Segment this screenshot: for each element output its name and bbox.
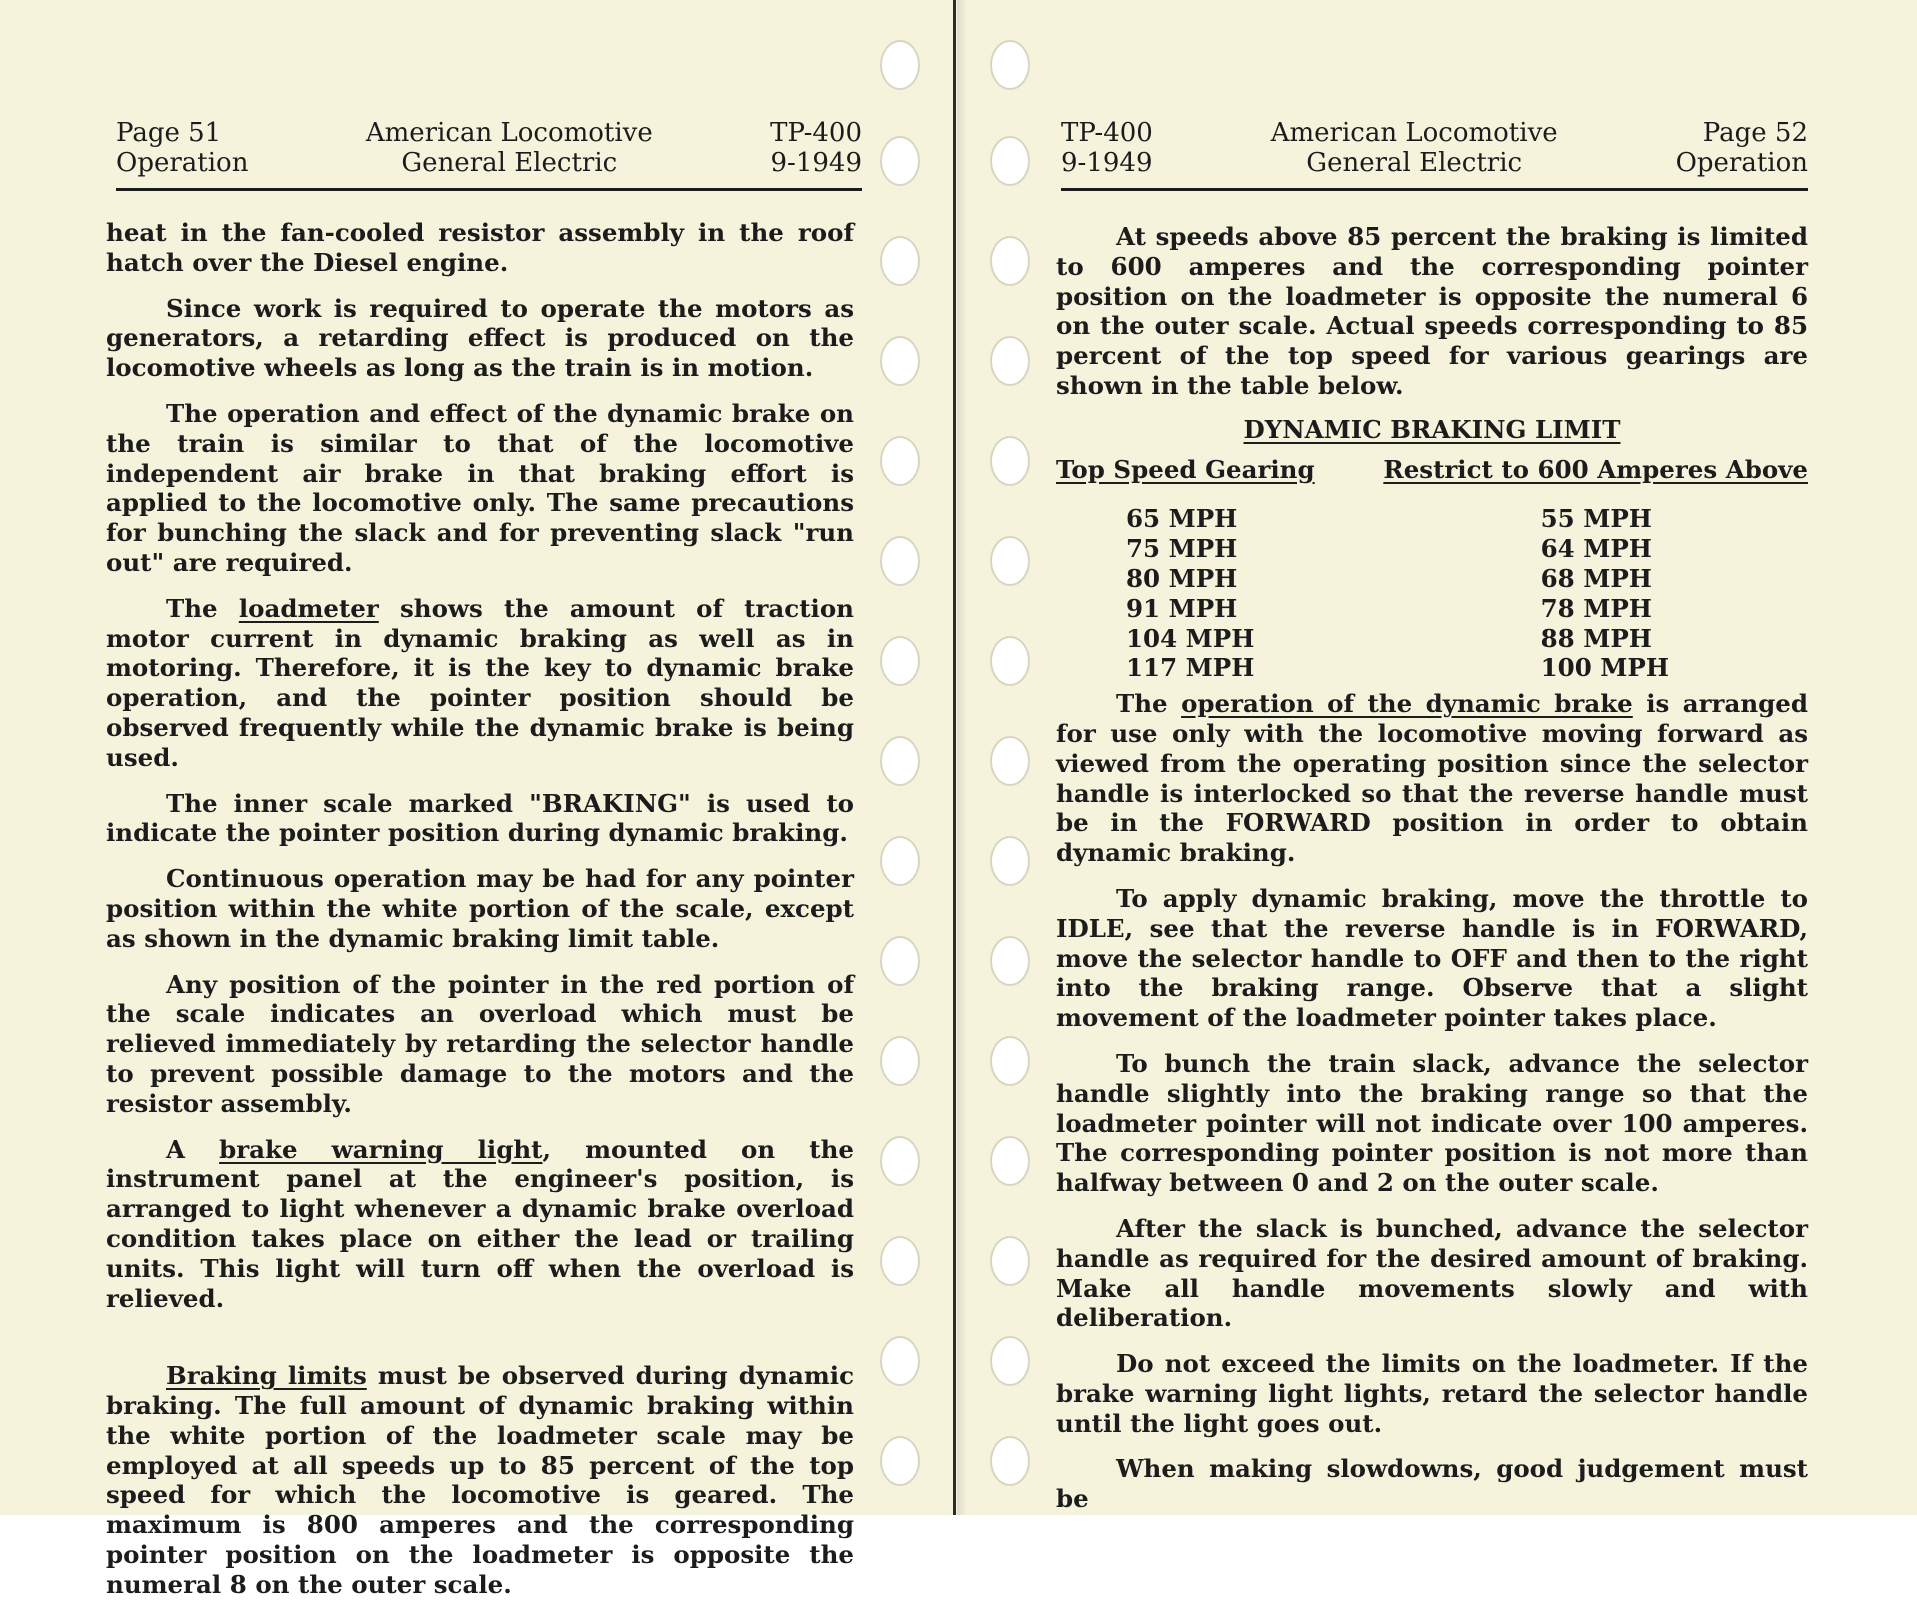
table-cell: 65 MPH [1126,504,1238,534]
binder-hole [880,636,920,686]
table-row [1056,624,1808,654]
binder-hole [880,936,920,986]
binder-hole [990,836,1030,886]
binder-hole [990,436,1030,486]
binder-hole [880,1336,920,1386]
binder-hole [990,336,1030,386]
paragraph: The operation and effect of the dynamic brake on the train is similar to that of the locomotive independent air brake in that braking effort is applied to the locomotive only. The same precautions for bunching the slack and for preventing slack "run out" are required. [106,398,854,577]
paragraph: After the slack is bunched, advance the selector handle as required for the desired amount of braking. Make all handle movements slowly and with deliberation. [1056,1213,1808,1333]
binder-hole [990,736,1030,786]
binder-hole [880,1036,920,1086]
text-run: The [1116,689,1182,719]
text-run: shows the amount of traction motor current in dynamic braking as well as in motoring. Therefore, it is the key to dynamic brake operation, and the pointer position should be observed frequently while the dynamic brake is being used. [106,593,854,772]
table-cell: 68 MPH [1540,563,1652,593]
binder-hole [880,536,920,586]
binder-hole [990,636,1030,686]
braking-limit-table [1056,455,1808,684]
binder-hole [880,136,920,186]
paragraph: The inner scale marked "BRAKING" is used to indicate the pointer position during dynamic braking. [106,788,854,848]
text-run: The [166,593,239,623]
page-header-right [1061,118,1808,191]
page-number: Page 51 [116,118,222,148]
table-title [1056,415,1808,445]
binder-hole [990,136,1030,186]
term-braking-limits: Braking limits [166,1361,367,1391]
table-cell: 75 MPH [1126,534,1238,564]
page-right [956,0,1917,1515]
table-cell: 88 MPH [1540,623,1652,653]
text-run: , mounted on the instrument panel at the engineer's position, is arranged to light whenever a dynamic brake overload condition takes place on either the lead or trailing units. This light will turn off when the overload is relieved. [106,1134,854,1313]
term-operation-of-dynamic-brake: operation of the dynamic brake [1181,689,1633,719]
binder-hole [880,40,920,90]
page-body-left [106,218,854,1616]
section-label: Operation [116,148,249,178]
page-header-left [116,118,862,191]
doc-code: TP-400 [1061,118,1153,148]
table-header-row [1056,455,1808,505]
table-title-text: DYNAMIC BRAKING LIMIT [1243,414,1621,444]
paragraph [106,594,854,773]
publisher-line1: American Locomotive [365,118,653,148]
binder-hole [990,236,1030,286]
text-run: is arranged for use only with the locomotive moving forward as viewed from the operating position since the selector handle is interlocked so that the reverse handle must be in the FORWARD position in order to obtain dynamic braking. [1056,689,1808,868]
binder-hole [990,936,1030,986]
table-row [1056,594,1808,624]
paragraph: When making slowdowns, good judgement must be [1056,1454,1808,1514]
publisher-line2: General Electric [1306,148,1523,178]
table-cell: 64 MPH [1540,534,1652,564]
binder-hole [990,1136,1030,1186]
page-body-right [1056,222,1808,1530]
table-cell: 91 MPH [1126,593,1238,623]
binder-hole [990,1236,1030,1286]
binder-hole [880,836,920,886]
page-number: Page 52 [1702,118,1808,148]
binder-hole [880,436,920,486]
paragraph: heat in the fan-cooled resistor assembly in the roof hatch over the Diesel engine. [106,218,854,277]
page-fold-shadow [957,0,967,1515]
paragraph: Continuous operation may be had for any pointer position within the white portion of the scale, except as shown in the dynamic braking limit table. [106,864,854,953]
column-header-text: Top Speed Gearing [1056,454,1315,484]
binder-hole [990,1336,1030,1386]
table-cell: 100 MPH [1540,653,1669,683]
section-label: Operation [1675,148,1808,178]
column-header-text: Restrict to 600 Amperes Above [1383,454,1808,484]
column-header [1056,455,1341,505]
publisher-line1: American Locomotive [1270,118,1558,148]
paragraph [106,1361,854,1599]
table-cell: 104 MPH [1126,623,1255,653]
publisher-line2: General Electric [401,148,618,178]
term-brake-warning-light: brake warning light [219,1134,543,1164]
paragraph: Any position of the pointer in the red portion of the scale indicates an overload which must be relieved immediately by retarding the selector handle to prevent possible damage to the motors and the resistor assembly. [106,969,854,1118]
binder-hole [990,536,1030,586]
text-run: A [166,1134,220,1164]
table-row [1056,504,1808,534]
spacer [106,1329,854,1361]
paragraph [1056,689,1808,868]
paragraph: To apply dynamic braking, move the throttle to IDLE, see that the reverse handle is in FORWARD, move the selector handle to OFF and then to the right into the braking range. Observe that a slight movement of the loadmeter pointer takes place. [1056,883,1808,1033]
binder-hole [880,1236,920,1286]
binder-hole [880,336,920,386]
table-cell: 78 MPH [1540,593,1652,623]
binder-hole [880,1136,920,1186]
table-row [1056,534,1808,564]
term-loadmeter: loadmeter [238,593,379,623]
binder-hole [990,1036,1030,1086]
table-cell: 55 MPH [1540,504,1652,534]
text-run: must be observed during dynamic braking. The full amount of dynamic braking within the white portion of the loadmeter scale may be employed at all speeds up to 85 percent of the top speed for which the locomotive is geared. The maximum is 800 amperes and the corresponding pointer position on the loadmeter is opposite the numeral 8 on the outer scale. [106,1361,854,1599]
table-row [1056,564,1808,594]
paragraph: At speeds above 85 percent the braking is limited to 600 amperes and the corresponding pointer position on the loadmeter is opposite the numeral 6 on the outer scale. Actual speeds corresponding to 85 percent of the top speed for various gearings are shown in the table below. [1056,222,1808,400]
table-row [1056,653,1808,683]
page-left [0,0,956,1599]
doc-code: TP-400 [770,118,862,148]
binder-hole [990,40,1030,90]
doc-date: 9-1949 [770,148,862,178]
binder-hole [990,1436,1030,1486]
paragraph: Do not exceed the limits on the loadmeter. If the brake warning light lights, retard the selector handle until the light goes out. [1056,1349,1808,1438]
binder-hole [880,236,920,286]
table-cell: 80 MPH [1126,563,1238,593]
doc-date: 9-1949 [1061,148,1153,178]
paragraph: To bunch the train slack, advance the selector handle slightly into the braking range so that the loadmeter pointer will not indicate over 100 amperes. The corresponding pointer position is not more than halfway between 0 and 2 on the outer scale. [1056,1048,1808,1198]
paragraph [106,1135,854,1314]
paragraph: Since work is required to operate the motors as generators, a retarding effect is produced on the locomotive wheels as long as the train is in motion. [106,293,854,383]
binder-hole [880,1436,920,1486]
binder-hole [880,736,920,786]
column-header [1341,455,1808,505]
table-cell: 117 MPH [1126,653,1255,683]
